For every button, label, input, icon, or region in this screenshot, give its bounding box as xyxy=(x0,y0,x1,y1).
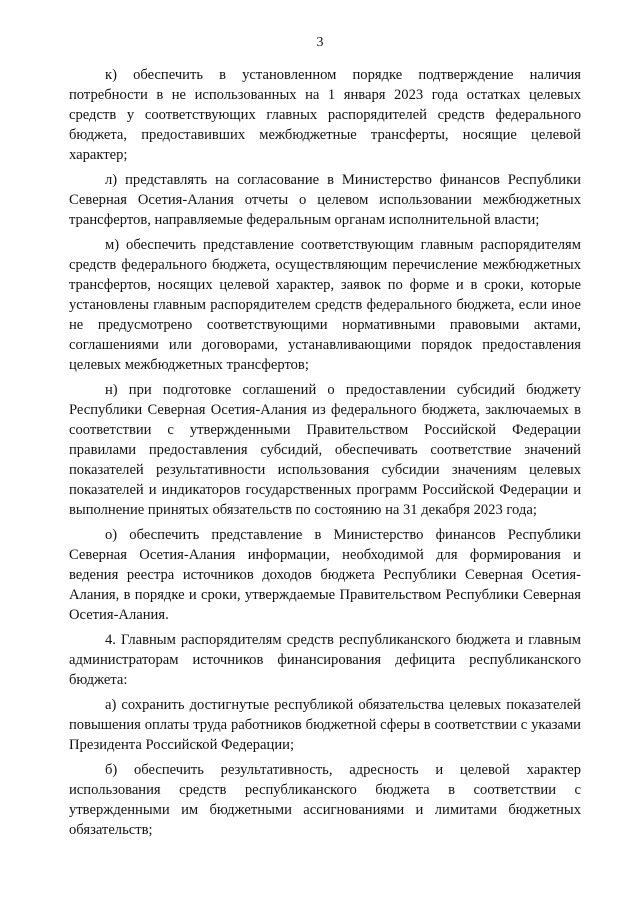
paragraph-b: б) обеспечить результативность, адресность и целевой характер использования средств республиканского бюджета в соответствии с утвержденными им бюджетными ассигнованиями и лимитами бюджетных обязательств; xyxy=(69,762,581,838)
paragraph-a: а) сохранить достигнутые республикой обязательства целевых показателей повышения оплаты труда работников бюджетной сферы в соответствии с указами Президента Российской Федерации; xyxy=(69,697,581,753)
paragraph-n: н) при подготовке соглашений о предоставлении субсидий бюджету Республики Северная Осетия-Алания из федерального бюджета, заключаемых в соответствии с утвержденными Правительством Российской Федерации правилами предоставления субсидий, обеспечивать соответствие значений показателей результативности использования субсидии значениям целевых показателей и индикаторов государственных программ Российской Федерации и выполнение принятых обязательств по состоянию на 31 декабря 2023 года; xyxy=(69,382,581,518)
paragraph-l: л) представлять на согласование в Министерство финансов Республики Северная Осетия-Алания отчеты о целевом использовании межбюджетных трансфертов, направляемые федеральным органам исполнительной власти; xyxy=(69,172,581,228)
page-number: 3 xyxy=(316,35,324,50)
paragraph-k: к) обеспечить в установленном порядке подтверждение наличия потребности в не использованных на 1 января 2023 года остатках целевых средств у соответствующих главных распорядителей средств федерального бюджета, предоставивших межбюджетные трансферты, носящие целевой характер; xyxy=(69,67,581,163)
document-body xyxy=(69,65,581,845)
paragraph-m: м) обеспечить представление соответствующим главным распорядителям средств федерального бюджета, осуществляющим перечисление межбюджетных трансфертов, носящих целевой характер, заявок по форме и в сроки, которые установлены главным распорядителем средств федерального бюджета, если иное не предусмотрено соответствующими нормативными правовыми актами, соглашениями или договорами, устанавливающими порядок предоставления целевых межбюджетных трансфертов; xyxy=(69,237,581,373)
paragraph-o: о) обеспечить представление в Министерство финансов Республики Северная Осетия-Алания информации, необходимой для формирования и ведения реестра источников доходов бюджета Республики Северная Осетия-Алания, в порядке и сроки, утверждаемые Правительством Республики Северная Осетия-Алания. xyxy=(69,527,581,623)
paragraph-section-4: 4. Главным распорядителям средств республиканского бюджета и главным администраторам источников финансирования дефицита республиканского бюджета: xyxy=(69,632,581,688)
